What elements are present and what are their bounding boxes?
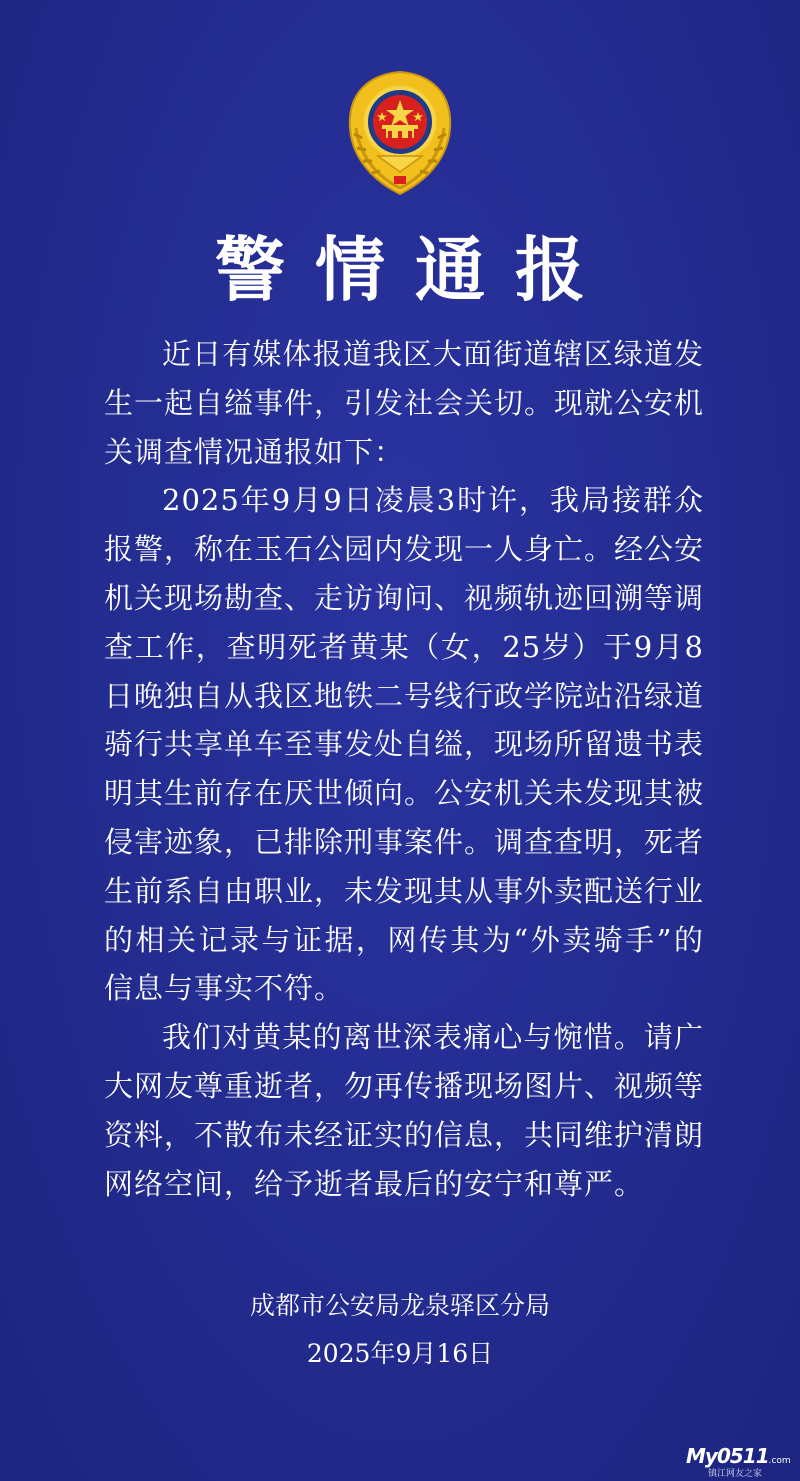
notice-paragraph-findings: 2025年9月9日凌晨3时许，我局接群众报警，称在玉石公园内发现一人身亡。经公安机关现场勘查、走访询问、视频轨迹回溯等调查工作，查明死者黄某（女，25岁）于9月8日晚独自从我区地铁二号线行政学院站沿绿道骑行共享单车至事发处自缢，现场所留遗书表明其生前存在厌世倾向。公安机关未发现其被侵害迹象，已排除刑事案件。调查查明，死者生前系自由职业，未发现其从事外卖配送行业的相关记录与证据，网传其为“外卖骑手”的信息与事实不符。 [104, 483, 705, 1006]
notice-body [104, 330, 704, 1208]
police-emblem-icon [338, 68, 462, 198]
signature-block [0, 1282, 800, 1378]
watermark-brand: My0511 [686, 1444, 769, 1468]
issuer-name: 成都市公安局龙泉驿区分局 [249, 1291, 550, 1320]
site-watermark [686, 1444, 796, 1479]
issue-date: 2025年9月16日 [306, 1339, 494, 1368]
notice-title: 警情通报 [215, 229, 615, 311]
watermark-domain: .com [768, 1456, 791, 1466]
notice-paragraph-appeal: 我们对黄某的离世深表痛心与惋惜。请广大网友尊重逝者，勿再传播现场图片、视频等资料，不散布未经证实的信息，共同维护清朗网络空间，给予逝者最后的安宁和尊严。 [104, 1020, 705, 1201]
watermark-tagline: 镇江网友之家 [708, 1469, 763, 1479]
notice-paragraph-intro: 近日有媒体报道我区大面街道辖区绿道发生一起自缢事件，引发社会关切。现就公安机关调查情况通报如下： [104, 337, 705, 469]
